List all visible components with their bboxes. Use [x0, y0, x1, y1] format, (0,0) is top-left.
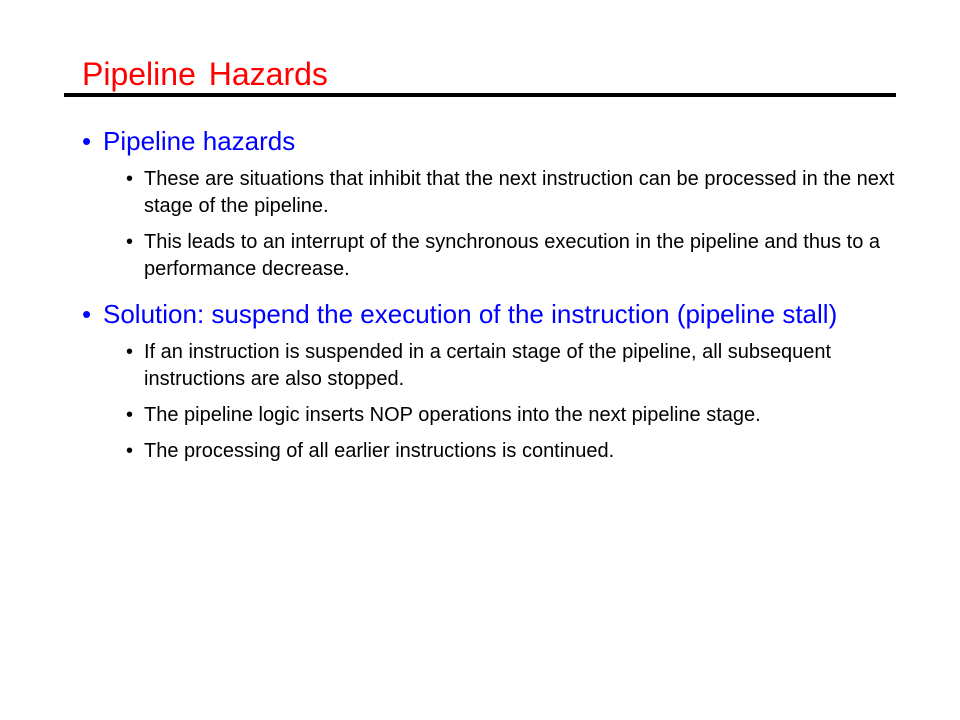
subbullet-suspended: [126, 339, 902, 393]
subbullet-text: These are situations that inhibit that the next instruction can be processed in the next stage of the pipeline.: [144, 168, 895, 217]
bullet-solution-stall: [82, 297, 902, 331]
subbullet-nop: [126, 402, 902, 429]
subbullet-interrupt: [126, 229, 902, 283]
subbullet-text: If an instruction is suspended in a certain stage of the pipeline, all subsequent instructions are also stopped.: [144, 341, 832, 390]
subbullet-text: This leads to an interrupt of the synchronous execution in the pipeline and thus to a performance decrease.: [144, 231, 881, 280]
slide-content: [82, 124, 902, 479]
bullet-text: Pipeline hazards: [103, 126, 296, 156]
title-underline-rule: [64, 93, 896, 97]
bullet-text: Solution: suspend the execution of the instruction (pipeline stall): [103, 299, 838, 329]
bullet-pipeline-hazards: [82, 124, 902, 158]
subbullets-solution-stall: [82, 339, 902, 465]
subbullet-dot: •: [126, 341, 134, 363]
bullet-dot: •: [82, 299, 92, 329]
subbullet-text: The processing of all earlier instructions is continued.: [144, 440, 615, 462]
subbullet-dot: •: [126, 404, 134, 426]
subbullet-text: The pipeline logic inserts NOP operations into the next pipeline stage.: [144, 404, 761, 426]
subbullet-situations: [126, 166, 902, 220]
subbullet-dot: •: [126, 231, 134, 253]
subbullet-continued: [126, 438, 902, 465]
subbullet-dot: •: [126, 440, 134, 462]
bullet-dot: •: [82, 126, 92, 156]
subbullet-dot: •: [126, 168, 134, 190]
slide-title: Pipeline Hazards: [82, 56, 328, 92]
subbullets-pipeline-hazards: [82, 166, 902, 283]
